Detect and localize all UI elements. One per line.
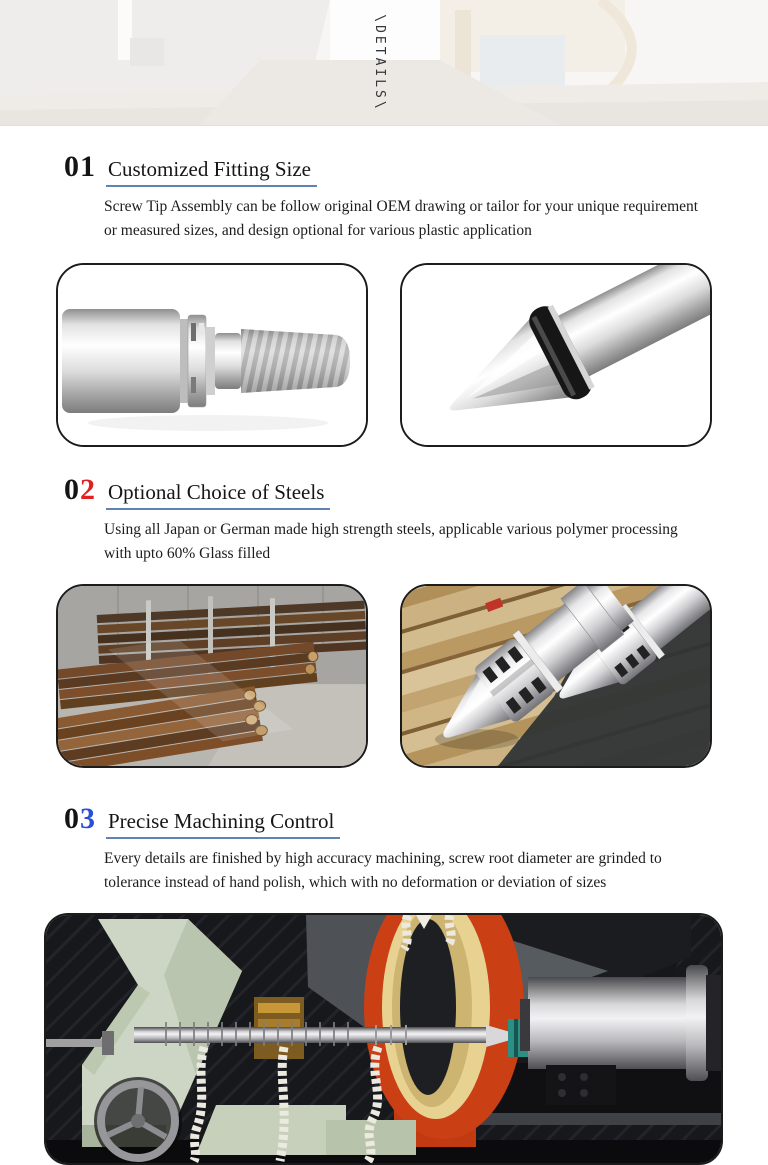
- details-banner: [0, 0, 768, 126]
- screw-grinding-machine-image: [44, 913, 723, 1165]
- section-01-number: 01: [64, 150, 96, 183]
- section-02-images: [56, 584, 712, 768]
- section-01-heading: [64, 152, 712, 187]
- machined-screw-tips-image: [400, 584, 712, 768]
- section-optional-choice-of-steels: [0, 475, 768, 566]
- section-customized-fitting-size: [0, 152, 768, 243]
- section-03-number: 03: [64, 802, 96, 836]
- screw-tip-rear-shank-image: [56, 263, 368, 447]
- section-01-title: Customized Fitting Size: [106, 157, 317, 187]
- screw-tip-torpedo-nose-image: [400, 263, 712, 447]
- steel-bars-warehouse-image: [56, 584, 368, 768]
- section-01-images: [56, 263, 712, 447]
- section-01-body: Screw Tip Assembly can be follow original OEM drawing or tailor for your unique requirement or measured sizes, and design optional for various plastic application: [104, 198, 699, 240]
- section-03-heading: [64, 804, 712, 839]
- section-precise-machining-control: [0, 804, 768, 895]
- section-03-body: Every details are finished by high accuracy machining, screw root diameter are grinded to tolerance instead of hand polish, which with no deformation or deviation of sizes: [104, 850, 662, 892]
- section-02-number: 02: [64, 473, 96, 507]
- section-02-body: Using all Japan or German made high strength steels, applicable various polymer processing with upto 60% Glass filled: [104, 521, 678, 563]
- details-watermark-text: \DETAILS\: [372, 14, 387, 112]
- section-03-title: Precise Machining Control: [106, 809, 340, 839]
- section-02-title: Optional Choice of Steels: [106, 480, 330, 510]
- section-02-heading: [64, 475, 712, 510]
